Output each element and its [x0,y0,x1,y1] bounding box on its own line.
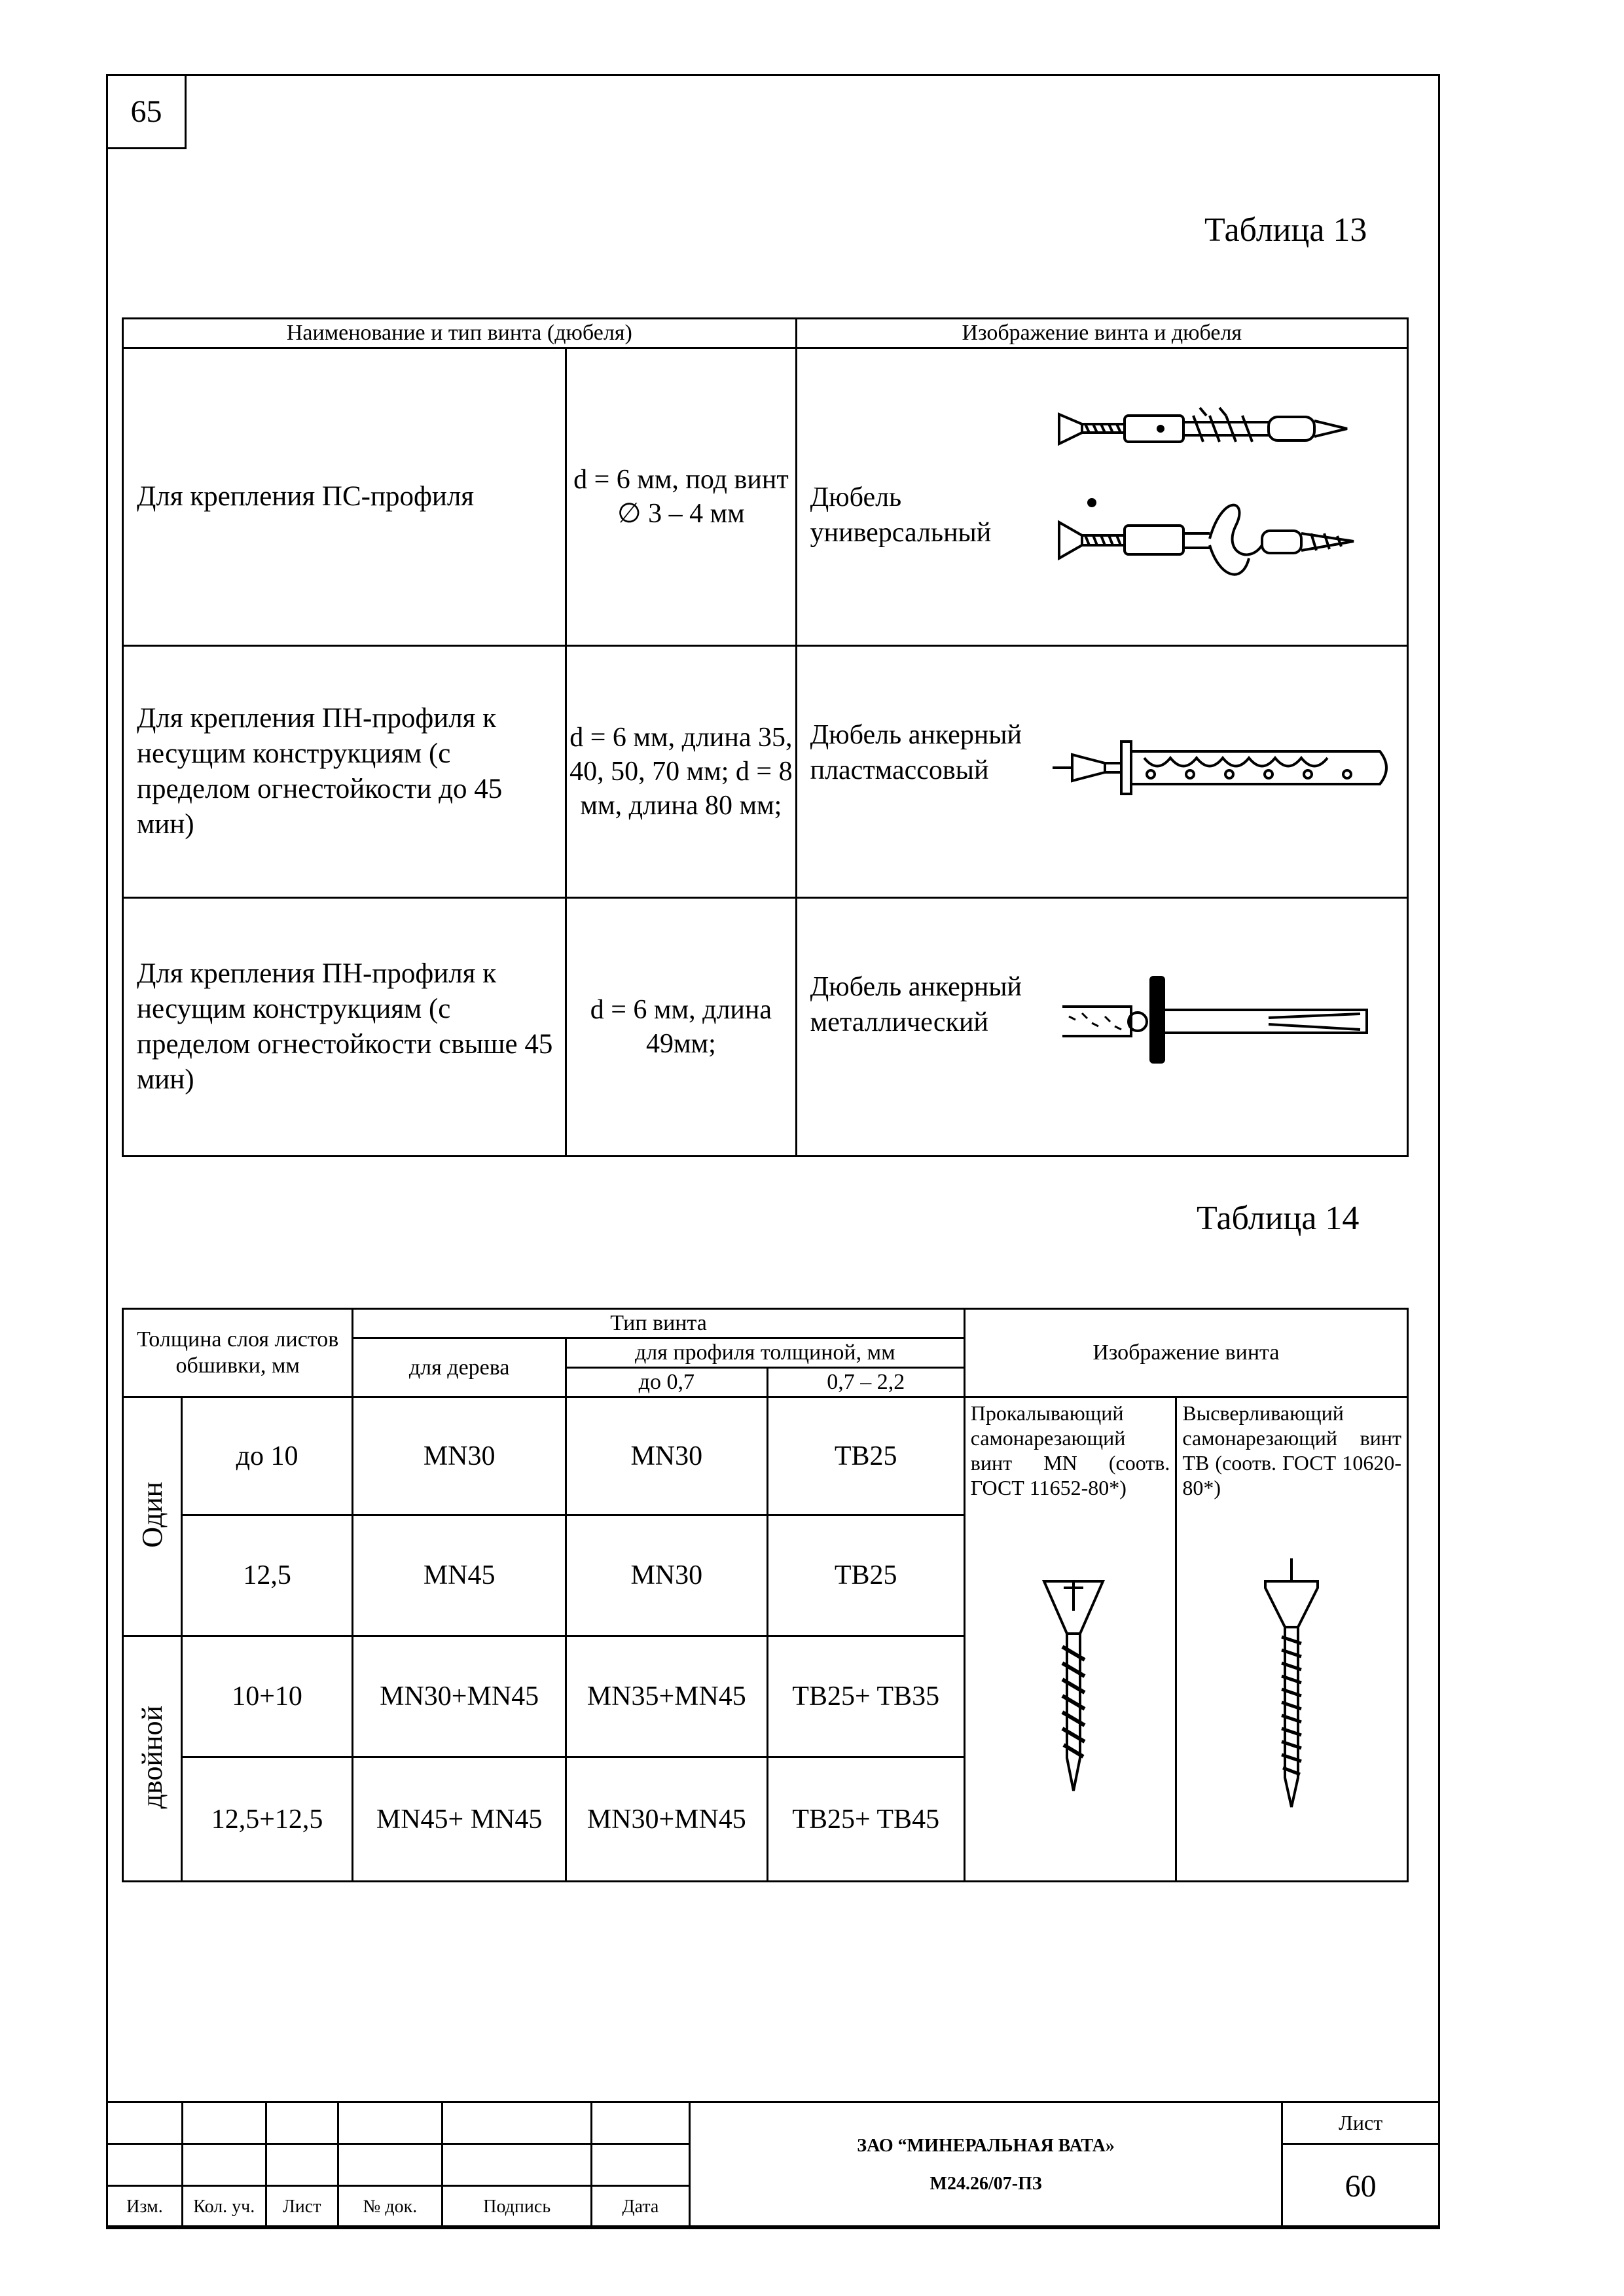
dowel-label: Дюбель универсальный [810,482,992,548]
thin-cell: MN30 [566,1397,767,1515]
thick-cell: TB25+ TB35 [767,1636,964,1757]
thickness-cell: до 10 [181,1397,353,1515]
header-range: 0,7 – 2,2 [767,1368,964,1397]
header-screw-type: Тип винта [353,1309,964,1338]
thickness-cell: 12,5 [181,1515,353,1636]
table14-caption: Таблица 14 [1197,1200,1360,1237]
col-sign: Подпись [442,2186,592,2229]
plastic-anchor-dowel-icon [1053,732,1399,804]
dowel-label: Дюбель анкерный пластмассовый [810,720,1022,785]
dowel-label: Дюбель анкерный металлический [810,972,1022,1037]
sheet-label: Лист [1282,2102,1439,2144]
table13-caption: Таблица 13 [1204,211,1367,249]
screw-tb-icon [1255,1555,1327,1810]
title-block [106,2101,1440,2229]
size-cell: d = 6 мм, длина 49мм; [566,898,796,1157]
size-cell: d = 6 мм, под винт ∅ 3 – 4 мм [566,348,796,646]
col-list: Лист [266,2186,338,2229]
header-profile: для профиля толщиной, мм [566,1338,964,1368]
sheet-number: 60 [1282,2144,1439,2229]
purpose-cell: Для крепления ПС-профиля [123,348,566,646]
group-single-label: Один [135,1482,168,1548]
wood-cell: MN45 [353,1515,566,1636]
metal-anchor-dowel-icon [1053,971,1393,1069]
table13-header-image: Изображение винта и дюбеля [796,319,1407,348]
wood-cell: MN30+MN45 [353,1636,566,1757]
table-row [123,1397,1408,1515]
col-izm: Изм. [107,2186,183,2229]
thickness-cell: 12,5+12,5 [181,1757,353,1882]
thin-cell: MN30+MN45 [566,1757,767,1882]
purpose-cell: Для крепления ПН-профиля к несущим конструкциям (с пределом огнестойкости свыше 45 мин) [123,898,566,1157]
thin-cell: MN30 [566,1515,767,1636]
group-double-label: двойной [135,1705,168,1809]
wood-cell: MN45+ MN45 [353,1757,566,1882]
col-kol: Кол. уч. [182,2186,266,2229]
col-doc: № док. [338,2186,442,2229]
size-cell: d = 6 мм, длина 35, 40, 50, 70 мм; d = 8 мм, длина 80 мм; [566,646,796,898]
document-code: М24.26/07-ПЗ [929,2174,1042,2194]
thick-cell: TB25 [767,1515,964,1636]
table-row [123,646,1408,898]
screw-mn-icon [1038,1575,1110,1797]
purpose-cell: Для крепления ПН-профиля к несущим конструкциям (с пределом огнестойкости до 45 мин) [123,646,566,898]
page-number: 65 [106,74,187,149]
header-up-to: до 0,7 [566,1368,767,1397]
thickness-cell: 10+10 [181,1636,353,1757]
thick-cell: TB25+ TB45 [767,1757,964,1882]
header-thickness: Толщина слоя листов обшивки, мм [123,1309,353,1397]
company-name: ЗАО “МИНЕРАЛЬНАЯ ВАТА» [857,2136,1115,2156]
screw-tb-description: Высверливающий самонарезающий винт TB (соотв. ГОСТ 10620-80*) [1182,1401,1401,1499]
thick-cell: TB25 [767,1397,964,1515]
col-date: Дата [592,2186,690,2229]
universal-dowel-icon [1053,388,1399,598]
table-row [123,898,1408,1157]
table14 [122,1308,1409,1882]
table13-header-name: Наименование и тип винта (дюбеля) [123,319,797,348]
wood-cell: MN30 [353,1397,566,1515]
table-row [123,348,1408,646]
thin-cell: MN35+MN45 [566,1636,767,1757]
header-wood: для дерева [353,1338,566,1397]
table13 [122,317,1409,1157]
header-image: Изображение винта [964,1309,1407,1397]
screw-mn-description: Прокалывающий самонарезающий винт MN (соотв. ГОСТ 11652-80*) [970,1401,1170,1499]
